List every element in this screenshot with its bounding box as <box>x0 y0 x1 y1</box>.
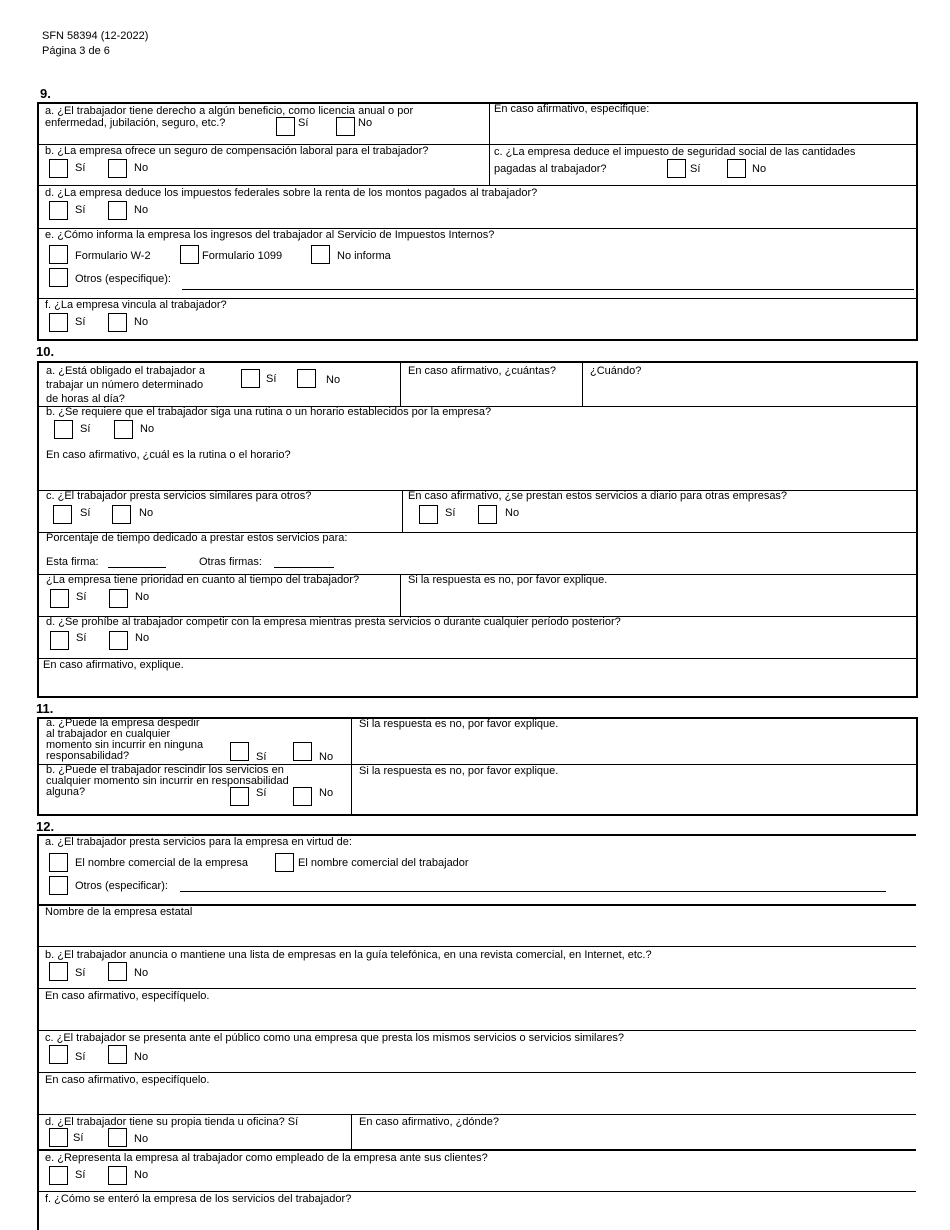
s9b-no-checkbox[interactable] <box>108 159 127 178</box>
s10-priority-explain-label: Si la respuesta es no, por favor explique. <box>408 574 608 586</box>
s10a-no-label: No <box>326 374 341 386</box>
s9e-w2-checkbox[interactable] <box>49 245 68 264</box>
s9d-yes-checkbox[interactable] <box>49 201 68 220</box>
s9a-question: enfermedad, jubilación, seguro, etc.? <box>45 117 226 129</box>
s9a-no-checkbox[interactable] <box>336 117 355 136</box>
s9e-1099-label: Formulario 1099 <box>202 250 283 262</box>
s10a-yes-checkbox[interactable] <box>241 369 260 388</box>
s12a-question: a. ¿El trabajador presta servicios para la empresa en virtud de: <box>45 836 352 848</box>
s12d-yes-checkbox[interactable] <box>49 1128 68 1147</box>
s10-priority-yes-label: Sí <box>76 591 87 603</box>
s12b-yes-label: Sí <box>75 967 86 979</box>
s11a-explain-label: Si la respuesta es no, por favor explique. <box>359 718 559 730</box>
s11a-yes-label: Sí <box>256 751 267 763</box>
s12c-yes-label: Sí <box>75 1051 86 1063</box>
s9d-no-checkbox[interactable] <box>108 201 127 220</box>
s12c-yes-checkbox[interactable] <box>49 1045 68 1064</box>
s12b-yes-checkbox[interactable] <box>49 962 68 981</box>
s12-divider <box>351 1114 352 1149</box>
s9c-no-checkbox[interactable] <box>727 159 746 178</box>
s9e-question: e. ¿Cómo informa la empresa los ingresos del trabajador al Servicio de Impuestos Internos? <box>45 229 495 241</box>
s9a-yes-label: Sí <box>298 117 309 129</box>
s10-divider <box>400 574 401 616</box>
s9d-yes-label: Sí <box>75 204 86 216</box>
s10-this-firm-label: Esta firma: <box>46 556 99 568</box>
s12b-specify-label: En caso afirmativo, especifíquelo. <box>45 990 210 1002</box>
s10c-daily-yes-checkbox[interactable] <box>419 505 438 524</box>
s12-state-company-label: Nombre de la empresa estatal <box>45 906 193 918</box>
s10-priority-no-checkbox[interactable] <box>109 589 128 608</box>
s12-divider <box>38 1030 916 1031</box>
section-11-number: 11. <box>36 701 54 716</box>
s9e-other-checkbox[interactable] <box>49 268 68 287</box>
s10c-daily-no-checkbox[interactable] <box>478 505 497 524</box>
s10d-question: d. ¿Se prohíbe al trabajador competir con la empresa mientras presta servicios o durante cualquier período posterior? <box>46 616 621 628</box>
s12b-question: b. ¿El trabajador anuncia o mantiene una lista de empresas en la guía telefónica, en una revista comercial, en Internet, etc.? <box>45 949 652 961</box>
s12a-other-input[interactable] <box>180 891 886 892</box>
s10b-no-label: No <box>140 423 155 435</box>
s9f-question: f. ¿La empresa vincula al trabajador? <box>45 299 227 311</box>
s12c-no-label: No <box>134 1051 149 1063</box>
s11-divider <box>351 718 352 815</box>
s12-divider <box>38 988 916 989</box>
s10a-question: de horas al día? <box>46 393 125 405</box>
s12e-no-label: No <box>134 1169 149 1181</box>
section-12-number: 12. <box>36 819 55 834</box>
s9b-no-label: No <box>134 162 149 174</box>
s12e-no-checkbox[interactable] <box>108 1166 127 1185</box>
s10a-when-label: ¿Cuándo? <box>590 365 642 377</box>
s10-priority-yes-checkbox[interactable] <box>50 589 69 608</box>
s9e-none-label: No informa <box>337 250 391 262</box>
s10a-question: a. ¿Está obligado el trabajador a <box>46 365 205 377</box>
s9b-yes-checkbox[interactable] <box>49 159 68 178</box>
section-10-number: 10. <box>36 344 55 359</box>
s12-divider <box>38 1191 916 1192</box>
s10c-yes-label: Sí <box>80 507 91 519</box>
s10d-yes-label: Sí <box>76 632 87 644</box>
s11b-yes-label: Sí <box>256 787 267 799</box>
s11a-no-label: No <box>319 751 334 763</box>
s10a-how-many-label: En caso afirmativo, ¿cuántas? <box>408 365 556 377</box>
page-number: Página 3 de 6 <box>42 45 110 57</box>
s10c-question: c. ¿El trabajador presta servicios similares para otros? <box>46 490 312 502</box>
s9c-no-label: No <box>752 163 767 175</box>
s12d-no-checkbox[interactable] <box>108 1128 127 1147</box>
s12d-no-label: No <box>134 1133 149 1145</box>
s10c-no-label: No <box>139 507 154 519</box>
s11b-no-checkbox[interactable] <box>293 787 312 806</box>
s12d-question: d. ¿El trabajador tiene su propia tienda u oficina? Sí <box>45 1116 299 1128</box>
s11a-question: momento sin incurrir en ninguna <box>46 739 204 751</box>
s10-priority-question: ¿La empresa tiene prioridad en cuanto al tiempo del trabajador? <box>46 574 360 586</box>
s10-other-firms-input[interactable] <box>274 567 334 568</box>
s9b-yes-label: Sí <box>75 162 86 174</box>
s10b-yes-label: Sí <box>80 423 91 435</box>
s9e-none-checkbox[interactable] <box>311 245 330 264</box>
s11b-yes-checkbox[interactable] <box>230 787 249 806</box>
s12d-where-label: En caso afirmativo, ¿dónde? <box>359 1116 500 1128</box>
s12a-worker-name-checkbox[interactable] <box>275 853 294 872</box>
s10d-explain-label: En caso afirmativo, explique. <box>43 659 184 671</box>
s9f-no-label: No <box>134 316 149 328</box>
s10-percentage-label: Porcentaje de tiempo dedicado a prestar estos servicios para: <box>46 532 348 544</box>
s9d-no-label: No <box>134 204 149 216</box>
s12-divider <box>38 1072 916 1073</box>
s9c-question: pagadas al trabajador? <box>494 163 607 175</box>
s12a-company-name-label: El nombre comercial de la empresa <box>75 857 249 869</box>
s10-other-firms-label: Otras firmas: <box>199 556 262 568</box>
s9-divider <box>489 103 490 185</box>
s12f-question: f. ¿Cómo se enteró la empresa de los servicios del trabajador? <box>45 1193 352 1205</box>
s9a-specify-label: En caso afirmativo, especifique: <box>494 103 650 115</box>
s12c-question: c. ¿El trabajador se presenta ante el público como una empresa que presta los mismos servicios o servicios similares? <box>45 1032 624 1044</box>
s12-divider <box>38 1149 916 1151</box>
s9-divider <box>38 185 917 186</box>
s11b-question: b. ¿Puede el trabajador rescindir los servicios en <box>46 764 284 776</box>
s9a-no-label: No <box>358 117 373 129</box>
form-number: SFN 58394 (12-2022) <box>42 30 149 42</box>
s10-this-firm-input[interactable] <box>108 567 166 568</box>
s11a-yes-checkbox[interactable] <box>230 742 249 761</box>
s10a-yes-label: Sí <box>266 373 277 385</box>
s11b-question: alguna? <box>46 786 86 798</box>
s10-divider <box>400 362 401 406</box>
s9f-no-checkbox[interactable] <box>108 313 127 332</box>
s12a-worker-name-label: El nombre comercial del trabajador <box>298 857 469 869</box>
s11a-question: al trabajador en cualquier <box>46 728 171 740</box>
s9e-w2-label: Formulario W-2 <box>75 250 151 262</box>
s9f-yes-checkbox[interactable] <box>49 313 68 332</box>
s11a-no-checkbox[interactable] <box>293 742 312 761</box>
s9d-question: d. ¿La empresa deduce los impuestos federales sobre la renta de los montos pagados al trabajador? <box>45 187 538 199</box>
s9b-question: b. ¿La empresa ofrece un seguro de compensación laboral para el trabajador? <box>45 145 429 157</box>
s11a-question: a. ¿Puede la empresa despedir <box>46 717 200 729</box>
s10-divider <box>582 362 583 406</box>
s12c-specify-label: En caso afirmativo, especifíquelo. <box>45 1074 210 1086</box>
s10b-yes-checkbox[interactable] <box>54 420 73 439</box>
s10-divider <box>402 490 403 532</box>
s12a-other-label: Otros (especificar): <box>75 880 168 892</box>
s12e-yes-checkbox[interactable] <box>49 1166 68 1185</box>
s10b-followup-label: En caso afirmativo, ¿cuál es la rutina o el horario? <box>46 449 291 461</box>
s11b-question: cualquier momento sin incurrir en responsabilidad <box>46 775 289 787</box>
s12b-no-checkbox[interactable] <box>108 962 127 981</box>
s12a-other-checkbox[interactable] <box>49 876 68 895</box>
s10b-no-checkbox[interactable] <box>114 420 133 439</box>
s10c-daily-question: En caso afirmativo, ¿se prestan estos servicios a diario para otras empresas? <box>408 490 788 502</box>
s9c-question: c. ¿La empresa deduce el impuesto de seguridad social de las cantidades <box>494 146 856 158</box>
s9e-other-input[interactable] <box>182 289 914 290</box>
s10c-daily-yes-label: Sí <box>445 507 456 519</box>
s10c-yes-checkbox[interactable] <box>53 505 72 524</box>
s10c-no-checkbox[interactable] <box>112 505 131 524</box>
s11b-no-label: No <box>319 787 334 799</box>
s9e-other-label: Otros (especifique): <box>75 273 171 285</box>
s12a-company-name-checkbox[interactable] <box>49 853 68 872</box>
s10-priority-no-label: No <box>135 591 150 603</box>
s12e-question: e. ¿Representa la empresa al trabajador como empleado de la empresa ante sus clientes? <box>45 1152 488 1164</box>
s10a-question: trabajar un número determinado <box>46 379 204 391</box>
s12c-no-checkbox[interactable] <box>108 1045 127 1064</box>
s9a-question: a. ¿El trabajador tiene derecho a algún beneficio, como licencia anual o por <box>45 105 414 117</box>
s9a-yes-checkbox[interactable] <box>276 117 295 136</box>
s10d-no-label: No <box>135 632 150 644</box>
s12-divider <box>38 946 916 947</box>
s11b-explain-label: Si la respuesta es no, por favor explique. <box>359 765 559 777</box>
s12-divider <box>38 1114 916 1115</box>
s11a-question: responsabilidad? <box>46 750 130 762</box>
s10c-daily-no-label: No <box>505 507 520 519</box>
s10b-question: b. ¿Se requiere que el trabajador siga una rutina o un horario establecidos por la empresa? <box>46 406 492 418</box>
s12e-yes-label: Sí <box>75 1169 86 1181</box>
s9f-yes-label: Sí <box>75 316 86 328</box>
s9e-1099-checkbox[interactable] <box>180 245 199 264</box>
s12d-yes-label: Sí <box>73 1132 84 1144</box>
s9c-yes-checkbox[interactable] <box>667 159 686 178</box>
s12-left-border <box>37 835 39 1230</box>
s10a-no-checkbox[interactable] <box>297 369 316 388</box>
s12b-no-label: No <box>134 967 149 979</box>
s9c-yes-label: Sí <box>690 163 701 175</box>
s10d-no-checkbox[interactable] <box>109 631 128 650</box>
s10d-yes-checkbox[interactable] <box>50 631 69 650</box>
section-9-number: 9. <box>40 86 51 101</box>
